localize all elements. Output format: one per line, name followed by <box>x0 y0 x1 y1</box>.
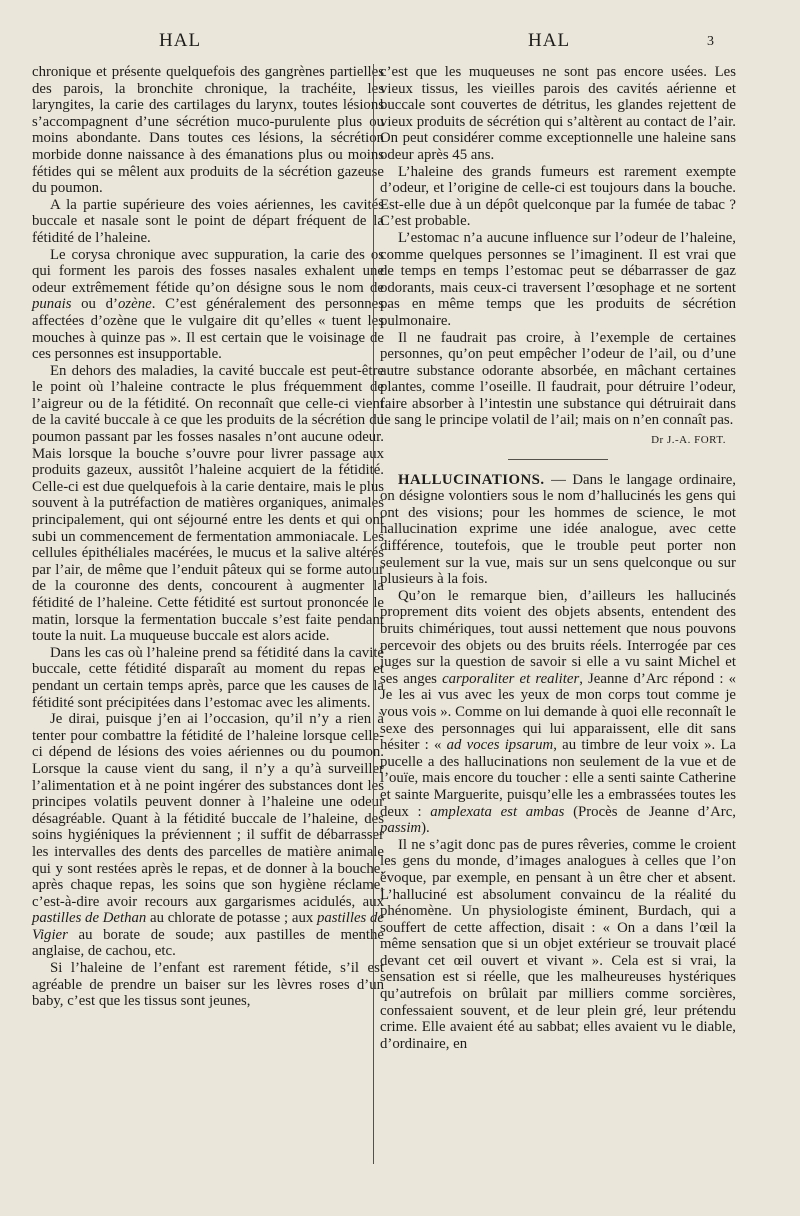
italic-term: ozène <box>117 296 152 313</box>
paragraph: Il ne s’agit donc pas de pures rêveries, comme le croient les gens du monde, d’images analogues à celles que l’on évoque, par exemple, en pensant à un être cher et absent. L’halluciné est absolument convaincu de la réalité du phénomène. Un physiologiste éminent, Burdach, qui a souffert de cette affection, disait : « On a dans l’œil la même sensation que si un objet extérieur se trouvait placé devant cet œil ouvert et vivant ». Cela est si vrai, la sensation est si réelle, que les malheureuses hystériques qu’autrefois on brûlait par milliers comme sorcières, confessaient souvent, et de leur plein gré, leur prétendu crime. Elle avaient été au sabbat; elles avaient vu le diable, d’ordinaire, en <box>380 836 736 1052</box>
left-column <box>32 64 384 1010</box>
paragraph: En dehors des maladies, la cavité buccale est peut-être le point où l’haleine contracte le plus fréquemment de l’aigreur ou de la fétidité. On reconnaît que celle-ci vient de la cavité buccale à ce que les produits de la sécrétion du poumon passant par les fosses nasales n’ont aucune odeur. Mais lorsque la bouche s’ouvre pour livrer passage aux produits gazeux, aussitôt l’haleine acquiert de la fétidité. Celle-ci est due quelquefois à la carie dentaire, mais le plus souvent à la putréfaction de matières organiques, animales principalement, qui ont séjourné entre les dents et qui ont subi un commencement de fermentation ammoniacale. Les cellules épithéliales macérées, le mucus et la salive altérés par l’air, de même que l’enduit pâteux qui se forme autour de la couronne des dents, concourent à augmenter la fétidité de l’haleine. Cette fétidité est surtout prononcée le matin, lorsque la fermentation buccale s’est faite pendant toute la nuit. La muqueuse buccale est alors acide. <box>32 362 384 645</box>
paragraph: L’estomac n’a aucune influence sur l’odeur de l’haleine, comme quelques personnes se l’imaginent. Il est vrai que de temps en temps l’estomac peut se débarrasser de gaz odorants, mais ceux-ci traversent l’œsophage et ne sortent pas en même temps que les produits de sécrétion pulmonaire. <box>380 229 736 329</box>
article-heading: HALLUCINATIONS. <box>398 471 545 488</box>
paragraph: Si l’haleine de l’enfant est rarement fétide, s’il est agréable de prendre un baiser sur les lèvres roses d’un baby, c’est que les tissus sont jeunes, <box>32 960 384 1010</box>
paragraph: Il ne faudrait pas croire, à l’exemple de certaines personnes, qu’on peut empêcher l’odeur de l’ail, ou d’une autre substance odorante absorbée, en mâchant certaines plantes, comme l’oseille. Il faudrait, pour détruire l’odeur, faire absorber à l’intestin une substance qui détruirait dans le sang le principe volatil de l’ail; mais on n’en connaît pas. <box>380 329 736 429</box>
italic-term: amplexata est ambas <box>430 803 565 820</box>
paragraph: Qu’on le remarque bien, d’ailleurs les hallucinés proprement dits voient des objets absents, entendent des bruits chimériques, tout aussi nettement que nous pouvons percevoir des objets ou des bruits réels. Interrogée par ces juges sur la question de savoir si elle a vu saint Michel et ses anges carporaliter et realiter, Jeanne d’Arc répond : « Je les ai vus avec les yeux de mon corps tout comme je vous vois ». Comme on lui demande à quoi elle reconnaît le sexe des personnages qui lui apparaissent, elle dit sans hésiter : « ad voces ipsarum, au timbre de leur voix ». La pucelle a des hallucinations non seulement de la vue et de l’ouïe, mais encore du toucher : elle a senti sainte Catherine et sainte Marguerite, puisqu’elle les a embrassées toutes les deux : amplexata est ambas (Procès de Jeanne d’Arc, passim). <box>380 587 736 837</box>
paragraph: Dans les cas où l’haleine prend sa fétidité dans la cavité buccale, cette fétidité disparaît au moment du repas et pendant un certain temps après, parce que les causes de la fétidité sont précipitées dans l’estomac avec les aliments. <box>32 644 384 711</box>
paragraph: chronique et présente quelquefois des gangrènes partielles des parois, la bronchite chronique, la trachéite, les laryngites, la carie des cartilages du larynx, toutes lésions s’accompagnent d’une sécrétion muco-purulente plus ou moins abondante. Dans toutes ces lésions, la sécrétion morbide donne naissance à des émanations plus ou moins fétides qui se mêlent aux produits de la sécrétion gazeuse du poumon. <box>32 64 384 197</box>
author-signature: Dr J.-A. FORT. <box>651 434 726 447</box>
italic-term: punais <box>32 296 72 313</box>
paragraph: Le corysa chronique avec suppuration, la carie des os qui forment les parois des fosses nasales exhalent une odeur extrêmement fétide qu’on désigne sous le nom de punais ou d’ozène. C’est généralement des personnes affectées d’ozène que le vulgaire dit qu’elles « tuent les mouches à quinze pas ». Il est certain que le voisinage de ces personnes est insupportable. <box>32 246 384 363</box>
italic-term: ad voces ipsarum <box>446 737 554 754</box>
article-intro: HALLUCINATIONS. — Dans le langage ordinaire, on désigne volontiers sous le nom d’hallucinés les gens qui ont des visions; pour les hommes de science, le mot hallucination exprime une idée analogue, avec cette différence, toutefois, que le trouble peut porter non seulement sur la vue, mais sur un sens quelconque ou sur plusieurs à la fois. <box>380 471 736 588</box>
running-head-left: HAL <box>159 30 202 51</box>
paragraph: L’haleine des grands fumeurs est rarement exempte d’odeur, et l’origine de celle-ci est toujours dans la bouche. Est-elle due à un dépôt quelconque par la fumée de tabac ? C’est probable. <box>380 163 736 230</box>
page-number: 3 <box>707 34 715 49</box>
italic-term: pastilles de Dethan <box>32 910 147 927</box>
section-separator <box>508 459 608 460</box>
italic-term: pastilles de Vigier <box>32 910 384 943</box>
column-divider <box>373 64 374 1164</box>
italic-term: passim <box>380 820 422 837</box>
paragraph: Je dirai, puisque j’en ai l’occasion, qu’il n’y a rien à tenter pour combattre la fétidité de l’haleine lorsque celle-ci dépend de lésions des voies aériennes ou du poumon. Lorsque la cause vient du sang, il n’y a qu’à surveiller l’alimentation et à ne point ingérer des substances dont les principes volatils peuvent donner à l’haleine une odeur désagréable. Quant à la fétidité buccale de l’haleine, des soins hygiéniques la préviennent ; il suffit de débarrasser les intervalles des dents des parcelles de matière animale qui y sont restées après le repas, et de donner à la bouche, après chaque repas, les soins que son hygiène réclame, c’est-à-dire avoir recours aux gargarismes acidulés, aux pastilles de Dethan au chlorate de potasse ; aux pastilles de Vigier au borate de soude; aux pastilles de menthe anglaise, de cachou, etc. <box>32 711 384 960</box>
paragraph: A la partie supérieure des voies aériennes, les cavités buccale et nasale sont le point de départ fréquent de la fétidité de l’haleine. <box>32 196 384 246</box>
italic-term: carporaliter et realiter <box>442 670 580 687</box>
paragraph: c’est que les muqueuses ne sont pas encore usées. Les vieux tissus, les vieilles parois des cavités aérienne et buccale sont couvertes de détritus, les glandes rejettent de vieux produits de sécrétion qui s’altèrent au contact de l’air. On peut considérer comme exceptionnelle une haleine sans odeur après 45 ans. <box>380 64 736 163</box>
right-column <box>380 64 736 1052</box>
running-head-right: HAL <box>528 30 571 51</box>
